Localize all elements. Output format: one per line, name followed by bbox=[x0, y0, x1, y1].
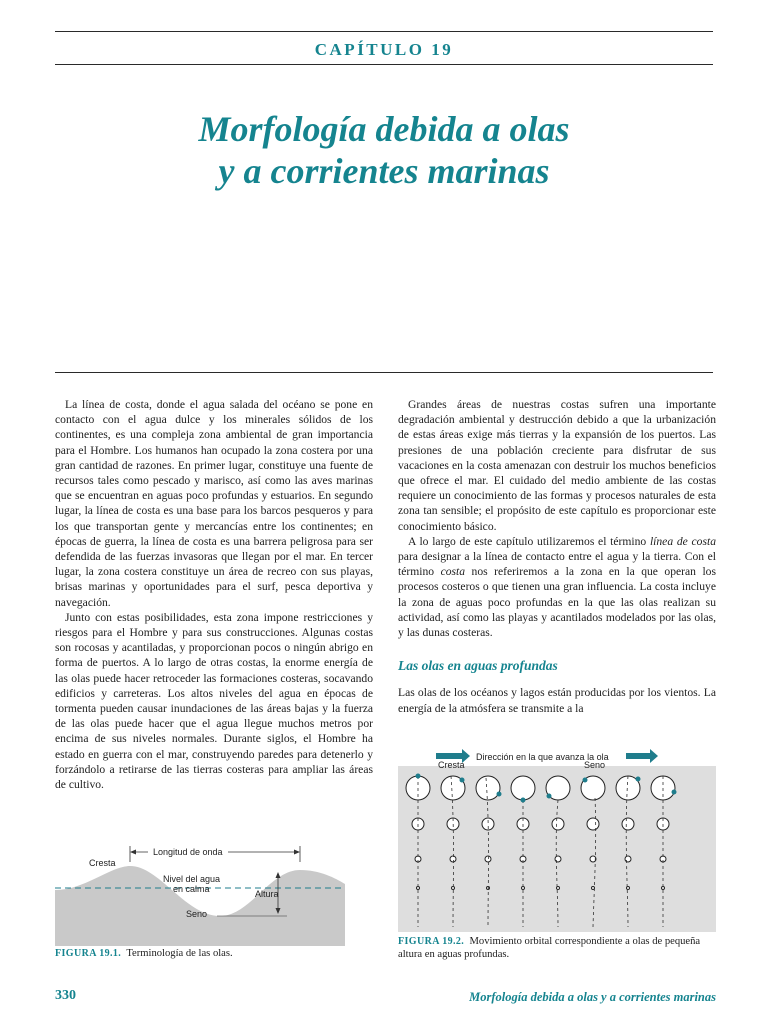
figure-1-text: Terminología de las olas. bbox=[126, 948, 233, 959]
paragraph-text: nos referiremos a la zona en la que operan los procesos costeros o que tienen una gran influencia. La costa incluye la zona de aguas poco profundas en la que las olas realizan su actividad, así como las playas y acantilados modelados por las olas, y las dunas costeras. bbox=[398, 565, 716, 640]
crest-label: Cresta bbox=[438, 760, 465, 770]
still-water-label-2: en calma bbox=[173, 884, 210, 894]
section-heading: Las olas en aguas profundas bbox=[398, 658, 558, 674]
paragraph-text: A lo largo de este capítulo utilizaremos el término bbox=[408, 534, 650, 548]
paragraph-text: para designar a la línea de contacto entre el agua y la tierra. Con el término bbox=[398, 550, 716, 579]
paragraph: Junto con estas posibilidades, esta zona impone restricciones y riesgos para el Hombre y para sus construcciones. Algunas costas son rocosas y acantiladas, y proporcionan pocos o ningún abrigo en forma de puertos. A lo largo de otras costas, la enorme energía de las olas puede hacer retroceder las formaciones costeras, socavando edificios y carreteras. Los altos niveles del agua en épocas de tormenta pueden causar inundaciones de las áreas bajas y la fuerza de las olas puede hacer que el agua llegue muchos metros por encima de sus niveles normales. Durante siglos, el Hombre ha estado en guerra con el mar, construyendo paredes para detenerlo y forzándolo a retirarse de las tierras costeras para ampliar las áreas de cultivo. bbox=[55, 610, 373, 792]
column-right bbox=[398, 397, 716, 716]
direction-label: Dirección en la que avanza la ola bbox=[476, 752, 609, 762]
paragraph: Las olas de los océanos y lagos están producidas por los vientos. La energía de la atmósfera se transmite a la bbox=[398, 686, 716, 715]
top-rule bbox=[55, 31, 713, 32]
figure-2-caption bbox=[398, 935, 716, 961]
term-coastline: línea de costa bbox=[649, 534, 716, 548]
figure-2-text: Movimiento orbital correspondiente a olas de pequeña altura en aguas profundas. bbox=[398, 936, 701, 960]
still-water-label: Nivel del agua bbox=[163, 874, 221, 884]
crest-label: Cresta bbox=[89, 858, 116, 868]
page-number: 330 bbox=[55, 988, 76, 1003]
term-coast: costa bbox=[440, 565, 466, 579]
figure-1-caption bbox=[55, 947, 355, 960]
figure-2-label: FIGURA 19.2. bbox=[398, 936, 465, 947]
running-title: Morfología debida a olas y a corrientes marinas bbox=[469, 990, 716, 1004]
wavelength-arrowhead-left bbox=[130, 850, 136, 855]
paragraph bbox=[398, 534, 716, 640]
paragraph: La línea de costa, donde el agua salada del océano se pone en contacto con el agua dulce y los minerales sólidos de los continentes, es una compleja zona ambiental de gran importancia para el Hombre. Los humanos han ocupado la zona costera por una gran cantidad de razones. En primer lugar, constituye una fuente de recursos tales como pescado y marisco, así como las aves marinas que se encuentran en aguas poco profundas y estuarios. En segundo lugar, la línea de costa es una base para los barcos pesqueros y para los que transportan gente y mercancías entre los continentes; en épocas de guerra, la línea de costa es una barrera peligrosa para ser defendida de las fuerzas invasoras que llegan por el mar. En tercer lugar, la zona costera constituye un área de recreo con sus playas, brisas marinas y oportunidades para el surf, pesca deportiva y navegación. bbox=[55, 398, 373, 609]
chapter-rule bbox=[55, 64, 713, 65]
chapter-label: CAPÍTULO 19 bbox=[314, 40, 454, 59]
height-arrowhead-top bbox=[276, 872, 281, 878]
wavelength-arrowhead-right bbox=[294, 850, 300, 855]
orbital-motion-diagram bbox=[398, 742, 716, 932]
trough-label: Seno bbox=[186, 909, 208, 919]
chapter-title-line-2: y a corrientes marinas bbox=[218, 151, 550, 191]
column-left bbox=[55, 397, 373, 792]
title-rule bbox=[55, 372, 713, 373]
wave-terminology-diagram bbox=[55, 838, 345, 946]
chapter-title-line-1: Morfología debida a olas bbox=[198, 109, 570, 149]
figure-1-label: FIGURA 19.1. bbox=[55, 948, 122, 959]
paragraph: Grandes áreas de nuestras costas sufren una importante degradación ambiental y destrucción debido a que la urbanización de estas áreas exige más tierras y la expansión de los puertos. Las presiones de una población creciente para disfrutar de sus vacaciones en la costa amenazan con destruir los muchos beneficios que ofrece el mar. El cuidado del medio ambiente de las costas requiere un conocimiento de las formas y procesos naturales de esta zona tan sensible; el propósito de este capítulo es proporcionar este conocimiento básico. bbox=[398, 398, 716, 533]
direction-arrow-right bbox=[626, 749, 658, 763]
trough-label: Seno bbox=[584, 760, 606, 770]
wavelength-label: Longitud de onda bbox=[153, 847, 223, 857]
height-label: Altura bbox=[255, 889, 279, 899]
chapter-title bbox=[55, 108, 713, 192]
